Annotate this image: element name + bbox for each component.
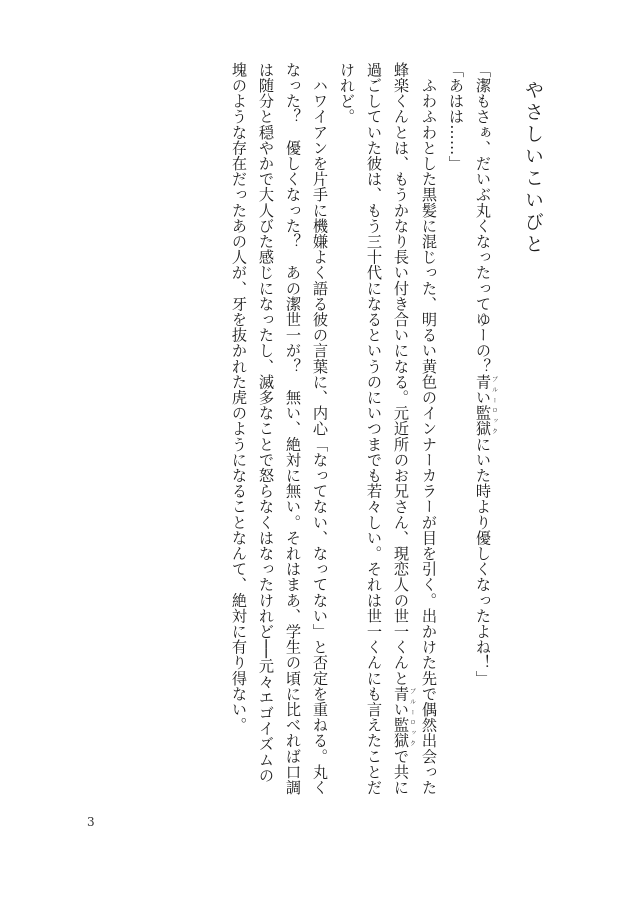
- text-line-4-tail: で共に: [392, 748, 410, 796]
- text-line-9: は随分と穏やかで大人びた感じになったし、滅多なことで怒らなくはなったけれど──元々エゴイズムの: [257, 62, 275, 784]
- text-line-1-tail: いた時より優しくなったよね！」: [474, 452, 492, 687]
- text-line-3: ふわふわとした黒髪に混じった、明るい黄色のインナーカラーが目を引く。出かけた先で偶然出会った: [420, 62, 438, 796]
- story-title: やさしいこいびと: [522, 80, 544, 256]
- ruby-base-1: 青い監獄: [474, 374, 492, 437]
- ruby-base-2: 青い監獄: [392, 686, 410, 749]
- ruby-reading-2: ブルーロック: [408, 686, 416, 749]
- text-line-2: 「あはは……」: [447, 62, 465, 172]
- page-number: 3: [87, 815, 95, 829]
- text-line-6: けれど。: [338, 62, 356, 125]
- text-line-1: 「潔もさぁ、だいぶ丸くなったってゆーの？青い監獄ブルーロックにいた時より優しくなったよね！」: [474, 62, 498, 687]
- text-line-4-head: 蜂楽くんとは、もうかなり長い付き合いになる。元近所のお兄さん、現恋人の世一くんと: [392, 62, 410, 686]
- text-line-10: 塊のような存在だったあの人が、牙を抜かれた虎のようになることなんて、絶対に有り得ない。: [230, 62, 248, 733]
- ruby-blue-lock-1: [474, 374, 498, 437]
- vertical-text-block: [225, 62, 546, 796]
- text-line-7: ハワイアンを片手に機嫌よく語る彼の言葉に、内心「なってない、なってない」と否定を重ねる。丸く: [311, 62, 329, 796]
- text-line-8: なった？ 優しくなった？ あの潔世一が？ 無い、絶対に無い。それはまあ、学生の頃に比べれば口調: [284, 62, 302, 796]
- text-line-1-head: 「潔もさぁ、だいぶ丸くなったってゆーの？: [474, 62, 492, 374]
- text-line-5: 過ごしていた彼は、もう三十代になるというのにいつまでも若々しい。それは世一くんにも言えたことだ: [365, 62, 383, 796]
- ruby-reading-1: ブルーロック: [490, 374, 498, 437]
- text-line-4: [387, 62, 416, 796]
- ruby-blue-lock-2: [392, 686, 416, 749]
